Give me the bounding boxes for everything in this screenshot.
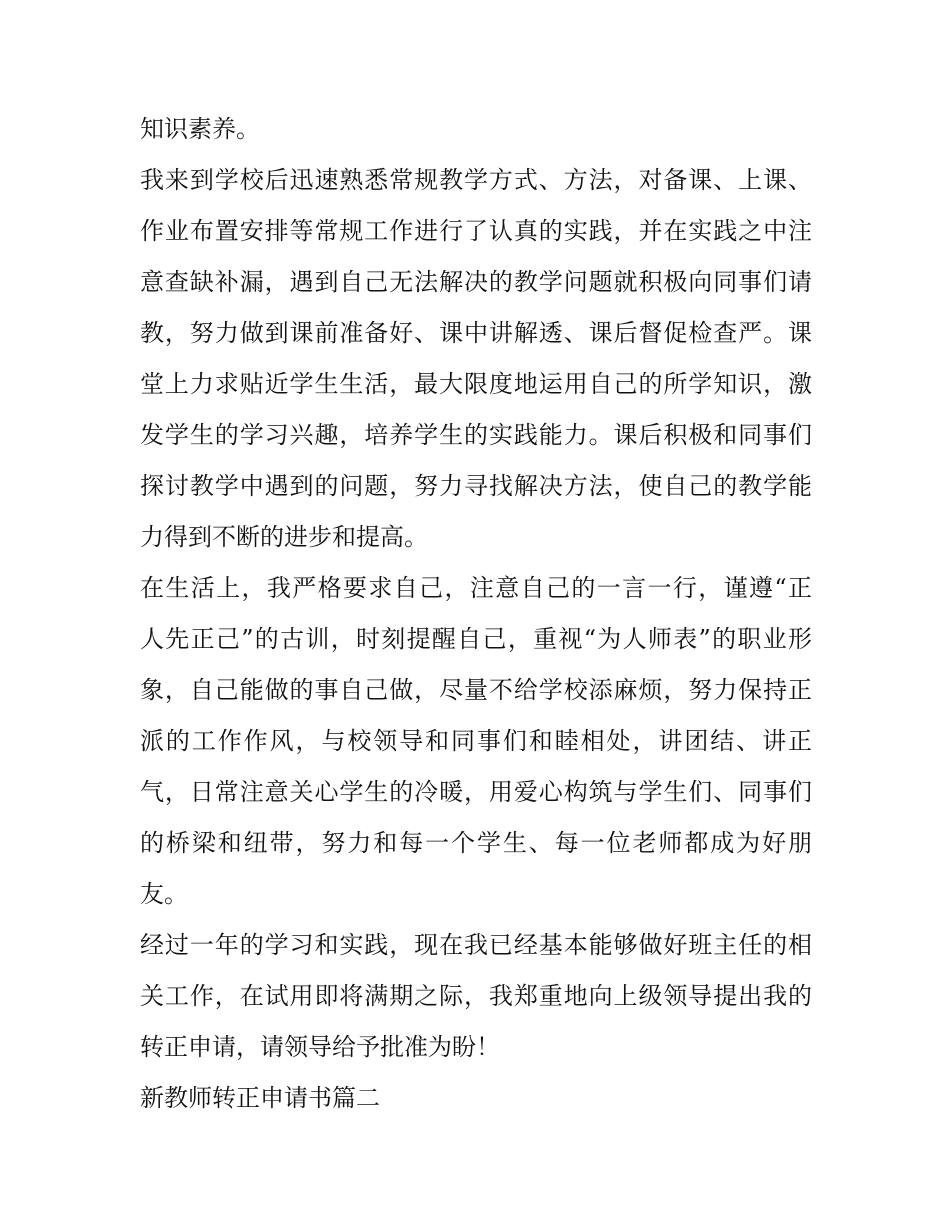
text-line: 友。 bbox=[140, 880, 188, 908]
text-line: 探讨教学中遇到的问题，努力寻找解决方法，使自己的教学能 bbox=[140, 472, 812, 500]
text-line: 的桥梁和纽带，努力和每一个学生、每一位老师都成为好朋 bbox=[140, 829, 812, 857]
text-line: 知识素养。 bbox=[140, 115, 260, 143]
text-line: 意查缺补漏，遇到自己无法解决的教学问题就积极向同事们请 bbox=[140, 268, 812, 296]
text-line: 经过一年的学习和实践，现在我已经基本能够做好班主任的相 bbox=[140, 931, 812, 959]
paragraph-knowledge-ending bbox=[140, 104, 812, 155]
text-line: 作业布置安排等常规工作进行了认真的实践，并在实践之中注 bbox=[140, 217, 812, 245]
text-line: 派的工作作风，与校领导和同事们和睦相处，讲团结、讲正 bbox=[140, 727, 812, 755]
section-heading bbox=[140, 1073, 812, 1124]
text-line: 象，自己能做的事自己做，尽量不给学校添麻烦，努力保持正 bbox=[140, 676, 812, 704]
paragraph-application bbox=[140, 920, 812, 1073]
text-line: 关工作，在试用即将满期之际，我郑重地向上级领导提出我的 bbox=[140, 982, 812, 1010]
text-line: 我来到学校后迅速熟悉常规教学方式、方法，对备课、上课、 bbox=[140, 166, 812, 194]
text-line: 转正申请，请领导给予批准为盼！ bbox=[140, 1033, 500, 1061]
text-line: 力得到不断的进步和提高。 bbox=[140, 523, 428, 551]
text-line: 堂上力求贴近学生生活，最大限度地运用自己的所学知识，激 bbox=[140, 370, 812, 398]
paragraph-life-conduct bbox=[140, 563, 812, 920]
document-body bbox=[140, 104, 812, 1124]
heading-text: 新教师转正申请书篇二 bbox=[140, 1084, 380, 1112]
text-line: 人先正己”的古训，时刻提醒自己，重视“为人师表”的职业形 bbox=[140, 625, 812, 653]
text-line: 教，努力做到课前准备好、课中讲解透、课后督促检查严。课 bbox=[140, 319, 812, 347]
paragraph-teaching-work bbox=[140, 155, 812, 563]
text-line: 在生活上，我严格要求自己，注意自己的一言一行，谨遵“正 bbox=[140, 574, 812, 602]
text-line: 气，日常注意关心学生的冷暖，用爱心构筑与学生们、同事们 bbox=[140, 778, 812, 806]
text-line: 发学生的学习兴趣，培养学生的实践能力。课后积极和同事们 bbox=[140, 421, 812, 449]
